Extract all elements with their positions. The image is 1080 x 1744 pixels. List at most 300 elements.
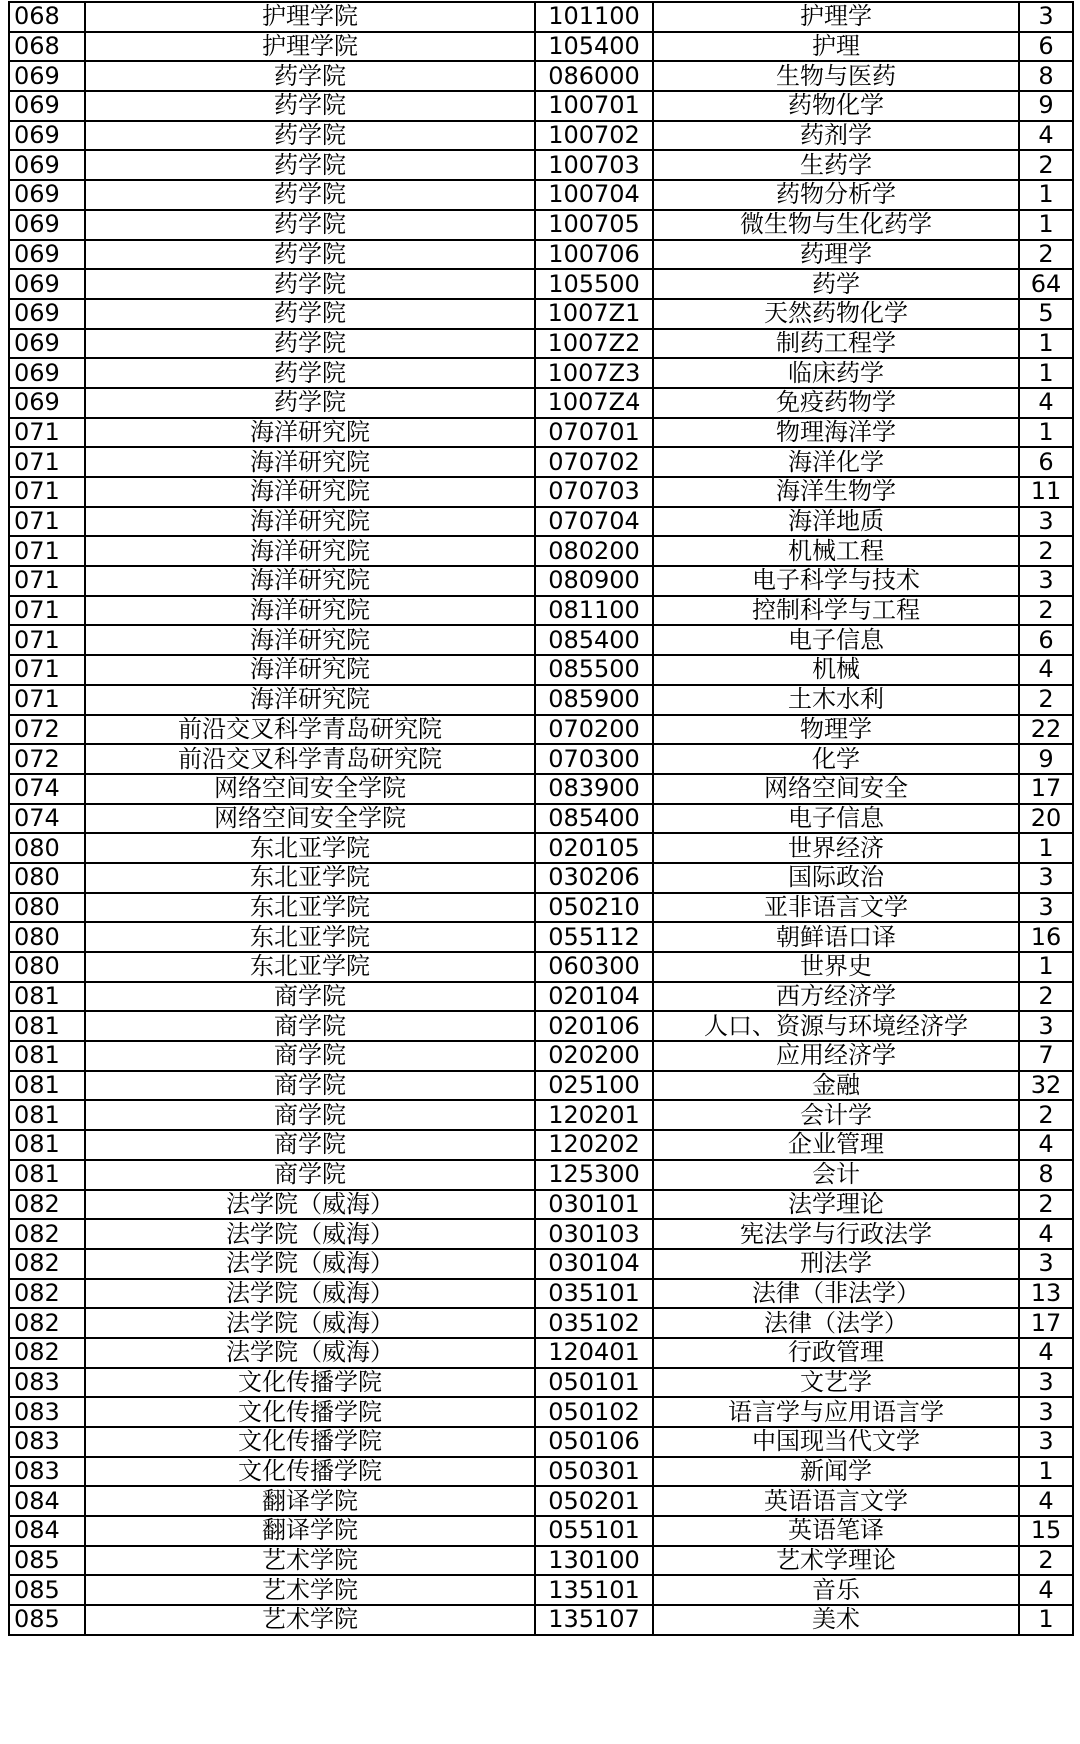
- department-name-cell: 药学院: [85, 299, 535, 329]
- enrollment-count-cell: 8: [1019, 1160, 1073, 1190]
- major-name-cell: 药学: [653, 269, 1019, 299]
- enrollment-count-cell: 3: [1019, 1397, 1073, 1427]
- department-code-cell: 082: [9, 1338, 85, 1368]
- department-name-cell: 商学院: [85, 1130, 535, 1160]
- enrollment-count-cell: 2: [1019, 150, 1073, 180]
- major-name-cell: 西方经济学: [653, 982, 1019, 1012]
- department-code-cell: 069: [9, 299, 85, 329]
- enrollment-count-cell: 6: [1019, 32, 1073, 62]
- department-code-cell: 069: [9, 358, 85, 388]
- major-code-cell: 070704: [535, 507, 653, 537]
- table-row: [9, 210, 1073, 240]
- table-row: [9, 863, 1073, 893]
- major-code-cell: 080900: [535, 566, 653, 596]
- department-name-cell: 护理学院: [85, 2, 535, 32]
- major-code-cell: 135101: [535, 1575, 653, 1605]
- major-name-cell: 土木水利: [653, 685, 1019, 715]
- major-code-cell: 020105: [535, 833, 653, 863]
- enrollment-count-cell: 3: [1019, 566, 1073, 596]
- department-code-cell: 069: [9, 210, 85, 240]
- department-name-cell: 海洋研究院: [85, 536, 535, 566]
- department-name-cell: 前沿交叉科学青岛研究院: [85, 744, 535, 774]
- table-row: [9, 1071, 1073, 1101]
- department-name-cell: 药学院: [85, 269, 535, 299]
- enrollment-count-cell: 2: [1019, 1100, 1073, 1130]
- enrollment-count-cell: 2: [1019, 1190, 1073, 1220]
- major-name-cell: 新闻学: [653, 1457, 1019, 1487]
- enrollment-count-cell: 3: [1019, 2, 1073, 32]
- enrollment-count-cell: 1: [1019, 952, 1073, 982]
- department-code-cell: 071: [9, 596, 85, 626]
- major-name-cell: 法学理论: [653, 1190, 1019, 1220]
- major-code-cell: 105500: [535, 269, 653, 299]
- department-code-cell: 069: [9, 240, 85, 270]
- department-name-cell: 药学院: [85, 180, 535, 210]
- major-name-cell: 朝鲜语口译: [653, 922, 1019, 952]
- department-name-cell: 东北亚学院: [85, 863, 535, 893]
- major-name-cell: 音乐: [653, 1575, 1019, 1605]
- table-row: [9, 329, 1073, 359]
- major-name-cell: 机械: [653, 655, 1019, 685]
- enrollment-count-cell: 3: [1019, 1011, 1073, 1041]
- major-name-cell: 海洋生物学: [653, 477, 1019, 507]
- department-name-cell: 东北亚学院: [85, 833, 535, 863]
- major-code-cell: 100706: [535, 240, 653, 270]
- major-code-cell: 100704: [535, 180, 653, 210]
- department-name-cell: 法学院（威海）: [85, 1190, 535, 1220]
- department-code-cell: 083: [9, 1397, 85, 1427]
- department-code-cell: 069: [9, 121, 85, 151]
- table-row: [9, 1011, 1073, 1041]
- major-name-cell: 电子信息: [653, 625, 1019, 655]
- major-name-cell: 国际政治: [653, 863, 1019, 893]
- department-code-cell: 080: [9, 863, 85, 893]
- department-code-cell: 081: [9, 982, 85, 1012]
- major-code-cell: 1007Z4: [535, 388, 653, 418]
- department-code-cell: 081: [9, 1041, 85, 1071]
- enrollment-count-cell: 3: [1019, 507, 1073, 537]
- major-code-cell: 100702: [535, 121, 653, 151]
- department-name-cell: 商学院: [85, 1100, 535, 1130]
- department-code-cell: 069: [9, 180, 85, 210]
- enrollment-count-cell: 17: [1019, 774, 1073, 804]
- enrollment-count-cell: 1: [1019, 1605, 1073, 1635]
- major-name-cell: 生物与医药: [653, 61, 1019, 91]
- department-code-cell: 074: [9, 804, 85, 834]
- enrollment-count-cell: 11: [1019, 477, 1073, 507]
- major-name-cell: 英语语言文学: [653, 1486, 1019, 1516]
- major-name-cell: 会计: [653, 1160, 1019, 1190]
- enrollment-count-cell: 9: [1019, 744, 1073, 774]
- enrollment-count-cell: 1: [1019, 833, 1073, 863]
- major-name-cell: 物理海洋学: [653, 418, 1019, 448]
- enrollment-count-cell: 2: [1019, 240, 1073, 270]
- enrollment-count-cell: 5: [1019, 299, 1073, 329]
- major-code-cell: 120201: [535, 1100, 653, 1130]
- major-code-cell: 050102: [535, 1397, 653, 1427]
- department-name-cell: 东北亚学院: [85, 922, 535, 952]
- department-name-cell: 艺术学院: [85, 1546, 535, 1576]
- major-code-cell: 030103: [535, 1219, 653, 1249]
- department-name-cell: 商学院: [85, 1041, 535, 1071]
- enrollment-count-cell: 4: [1019, 1219, 1073, 1249]
- table-row: [9, 1338, 1073, 1368]
- department-name-cell: 海洋研究院: [85, 477, 535, 507]
- table-row: [9, 1100, 1073, 1130]
- enrollment-table: [8, 1, 1074, 1636]
- department-code-cell: 082: [9, 1219, 85, 1249]
- major-code-cell: 085400: [535, 625, 653, 655]
- enrollment-count-cell: 4: [1019, 388, 1073, 418]
- table-row: [9, 1516, 1073, 1546]
- enrollment-count-cell: 4: [1019, 1486, 1073, 1516]
- enrollment-count-cell: 32: [1019, 1071, 1073, 1101]
- major-code-cell: 070702: [535, 447, 653, 477]
- table-row: [9, 61, 1073, 91]
- department-name-cell: 法学院（威海）: [85, 1219, 535, 1249]
- department-name-cell: 文化传播学院: [85, 1457, 535, 1487]
- major-code-cell: 050101: [535, 1368, 653, 1398]
- department-name-cell: 护理学院: [85, 32, 535, 62]
- department-name-cell: 法学院（威海）: [85, 1338, 535, 1368]
- table-row: [9, 774, 1073, 804]
- table-row: [9, 1457, 1073, 1487]
- major-code-cell: 1007Z3: [535, 358, 653, 388]
- department-name-cell: 药学院: [85, 61, 535, 91]
- department-name-cell: 海洋研究院: [85, 566, 535, 596]
- table-row: [9, 32, 1073, 62]
- department-name-cell: 药学院: [85, 121, 535, 151]
- department-code-cell: 071: [9, 655, 85, 685]
- table-row: [9, 1249, 1073, 1279]
- major-name-cell: 控制科学与工程: [653, 596, 1019, 626]
- department-name-cell: 文化传播学院: [85, 1368, 535, 1398]
- table-row: [9, 655, 1073, 685]
- major-code-cell: 080200: [535, 536, 653, 566]
- major-name-cell: 宪法学与行政法学: [653, 1219, 1019, 1249]
- department-code-cell: 084: [9, 1486, 85, 1516]
- major-code-cell: 030104: [535, 1249, 653, 1279]
- major-code-cell: 083900: [535, 774, 653, 804]
- enrollment-count-cell: 2: [1019, 982, 1073, 1012]
- major-code-cell: 100705: [535, 210, 653, 240]
- major-code-cell: 100703: [535, 150, 653, 180]
- department-name-cell: 法学院（威海）: [85, 1308, 535, 1338]
- department-name-cell: 前沿交叉科学青岛研究院: [85, 715, 535, 745]
- department-code-cell: 069: [9, 329, 85, 359]
- major-code-cell: 105400: [535, 32, 653, 62]
- major-name-cell: 临床药学: [653, 358, 1019, 388]
- table-row: [9, 566, 1073, 596]
- department-code-cell: 068: [9, 2, 85, 32]
- major-code-cell: 070200: [535, 715, 653, 745]
- department-name-cell: 网络空间安全学院: [85, 804, 535, 834]
- enrollment-count-cell: 4: [1019, 1130, 1073, 1160]
- major-code-cell: 030206: [535, 863, 653, 893]
- enrollment-count-cell: 7: [1019, 1041, 1073, 1071]
- enrollment-count-cell: 17: [1019, 1308, 1073, 1338]
- major-code-cell: 020200: [535, 1041, 653, 1071]
- department-code-cell: 084: [9, 1516, 85, 1546]
- table-row: [9, 833, 1073, 863]
- major-name-cell: 药理学: [653, 240, 1019, 270]
- department-code-cell: 082: [9, 1279, 85, 1309]
- department-code-cell: 082: [9, 1190, 85, 1220]
- table-row: [9, 240, 1073, 270]
- enrollment-count-cell: 3: [1019, 1427, 1073, 1457]
- table-row: [9, 982, 1073, 1012]
- major-code-cell: 085400: [535, 804, 653, 834]
- major-code-cell: 020104: [535, 982, 653, 1012]
- table-row: [9, 418, 1073, 448]
- department-code-cell: 085: [9, 1575, 85, 1605]
- table-row: [9, 1190, 1073, 1220]
- major-name-cell: 制药工程学: [653, 329, 1019, 359]
- department-name-cell: 网络空间安全学院: [85, 774, 535, 804]
- enrollment-count-cell: 3: [1019, 1368, 1073, 1398]
- major-name-cell: 机械工程: [653, 536, 1019, 566]
- major-code-cell: 035101: [535, 1279, 653, 1309]
- major-name-cell: 网络空间安全: [653, 774, 1019, 804]
- department-code-cell: 071: [9, 625, 85, 655]
- major-name-cell: 世界经济: [653, 833, 1019, 863]
- department-code-cell: 081: [9, 1130, 85, 1160]
- major-name-cell: 美术: [653, 1605, 1019, 1635]
- major-code-cell: 055101: [535, 1516, 653, 1546]
- major-code-cell: 020106: [535, 1011, 653, 1041]
- department-name-cell: 海洋研究院: [85, 447, 535, 477]
- department-name-cell: 海洋研究院: [85, 418, 535, 448]
- major-code-cell: 030101: [535, 1190, 653, 1220]
- table-row: [9, 1486, 1073, 1516]
- major-code-cell: 050301: [535, 1457, 653, 1487]
- table-row: [9, 893, 1073, 923]
- department-code-cell: 069: [9, 150, 85, 180]
- department-code-cell: 071: [9, 536, 85, 566]
- table-row: [9, 1279, 1073, 1309]
- department-code-cell: 069: [9, 61, 85, 91]
- table-row: [9, 1219, 1073, 1249]
- enrollment-count-cell: 2: [1019, 536, 1073, 566]
- major-code-cell: 081100: [535, 596, 653, 626]
- enrollment-count-cell: 3: [1019, 1249, 1073, 1279]
- major-name-cell: 海洋化学: [653, 447, 1019, 477]
- department-code-cell: 080: [9, 922, 85, 952]
- table-row: [9, 91, 1073, 121]
- major-code-cell: 085900: [535, 685, 653, 715]
- major-code-cell: 1007Z1: [535, 299, 653, 329]
- major-code-cell: 125300: [535, 1160, 653, 1190]
- major-code-cell: 035102: [535, 1308, 653, 1338]
- department-name-cell: 海洋研究院: [85, 625, 535, 655]
- department-code-cell: 080: [9, 893, 85, 923]
- enrollment-count-cell: 4: [1019, 655, 1073, 685]
- major-code-cell: 050106: [535, 1427, 653, 1457]
- enrollment-count-cell: 1: [1019, 1457, 1073, 1487]
- major-code-cell: 086000: [535, 61, 653, 91]
- table-row: [9, 1308, 1073, 1338]
- table-row: [9, 1605, 1073, 1635]
- department-name-cell: 药学院: [85, 329, 535, 359]
- table-row: [9, 299, 1073, 329]
- department-code-cell: 069: [9, 91, 85, 121]
- enrollment-count-cell: 1: [1019, 329, 1073, 359]
- major-name-cell: 法律（非法学）: [653, 1279, 1019, 1309]
- table-row: [9, 715, 1073, 745]
- department-code-cell: 083: [9, 1457, 85, 1487]
- major-name-cell: 刑法学: [653, 1249, 1019, 1279]
- table-row: [9, 358, 1073, 388]
- enrollment-count-cell: 2: [1019, 1546, 1073, 1576]
- department-name-cell: 艺术学院: [85, 1605, 535, 1635]
- table-row: [9, 1160, 1073, 1190]
- department-name-cell: 文化传播学院: [85, 1397, 535, 1427]
- department-name-cell: 商学院: [85, 982, 535, 1012]
- department-code-cell: 071: [9, 685, 85, 715]
- department-code-cell: 072: [9, 744, 85, 774]
- enrollment-count-cell: 2: [1019, 596, 1073, 626]
- department-name-cell: 药学院: [85, 358, 535, 388]
- department-code-cell: 081: [9, 1100, 85, 1130]
- department-code-cell: 069: [9, 269, 85, 299]
- enrollment-count-cell: 16: [1019, 922, 1073, 952]
- major-code-cell: 120401: [535, 1338, 653, 1368]
- major-code-cell: 101100: [535, 2, 653, 32]
- table-row: [9, 388, 1073, 418]
- department-code-cell: 068: [9, 32, 85, 62]
- major-name-cell: 电子科学与技术: [653, 566, 1019, 596]
- department-code-cell: 080: [9, 952, 85, 982]
- department-code-cell: 085: [9, 1605, 85, 1635]
- enrollment-count-cell: 1: [1019, 210, 1073, 240]
- department-name-cell: 法学院（威海）: [85, 1279, 535, 1309]
- table-row: [9, 1130, 1073, 1160]
- enrollment-count-cell: 6: [1019, 625, 1073, 655]
- major-name-cell: 英语笔译: [653, 1516, 1019, 1546]
- enrollment-count-cell: 3: [1019, 863, 1073, 893]
- enrollment-count-cell: 8: [1019, 61, 1073, 91]
- department-name-cell: 药学院: [85, 388, 535, 418]
- enrollment-count-cell: 20: [1019, 804, 1073, 834]
- major-name-cell: 药剂学: [653, 121, 1019, 151]
- table-row: [9, 536, 1073, 566]
- major-code-cell: 070300: [535, 744, 653, 774]
- major-name-cell: 文艺学: [653, 1368, 1019, 1398]
- major-code-cell: 085500: [535, 655, 653, 685]
- department-code-cell: 082: [9, 1308, 85, 1338]
- department-name-cell: 药学院: [85, 150, 535, 180]
- table-row: [9, 150, 1073, 180]
- department-code-cell: 082: [9, 1249, 85, 1279]
- enrollment-count-cell: 13: [1019, 1279, 1073, 1309]
- table-row: [9, 922, 1073, 952]
- enrollment-count-cell: 3: [1019, 893, 1073, 923]
- department-name-cell: 海洋研究院: [85, 655, 535, 685]
- major-code-cell: 1007Z2: [535, 329, 653, 359]
- enrollment-count-cell: 1: [1019, 358, 1073, 388]
- table-row: [9, 744, 1073, 774]
- enrollment-count-cell: 2: [1019, 685, 1073, 715]
- department-code-cell: 071: [9, 418, 85, 448]
- department-code-cell: 080: [9, 833, 85, 863]
- table-row: [9, 477, 1073, 507]
- department-code-cell: 081: [9, 1011, 85, 1041]
- major-name-cell: 应用经济学: [653, 1041, 1019, 1071]
- table-row: [9, 596, 1073, 626]
- table-row: [9, 121, 1073, 151]
- department-code-cell: 081: [9, 1071, 85, 1101]
- enrollment-count-cell: 6: [1019, 447, 1073, 477]
- major-code-cell: 060300: [535, 952, 653, 982]
- table-row: [9, 507, 1073, 537]
- table-row: [9, 447, 1073, 477]
- department-name-cell: 翻译学院: [85, 1486, 535, 1516]
- major-name-cell: 法律（法学）: [653, 1308, 1019, 1338]
- department-name-cell: 海洋研究院: [85, 507, 535, 537]
- department-name-cell: 药学院: [85, 240, 535, 270]
- major-code-cell: 050210: [535, 893, 653, 923]
- major-code-cell: 070703: [535, 477, 653, 507]
- table-row: [9, 1575, 1073, 1605]
- major-name-cell: 金融: [653, 1071, 1019, 1101]
- major-name-cell: 海洋地质: [653, 507, 1019, 537]
- enrollment-count-cell: 22: [1019, 715, 1073, 745]
- table-body: [9, 2, 1073, 1635]
- department-code-cell: 071: [9, 477, 85, 507]
- major-code-cell: 135107: [535, 1605, 653, 1635]
- major-name-cell: 物理学: [653, 715, 1019, 745]
- table-row: [9, 269, 1073, 299]
- department-code-cell: 074: [9, 774, 85, 804]
- department-name-cell: 文化传播学院: [85, 1427, 535, 1457]
- enrollment-count-cell: 4: [1019, 121, 1073, 151]
- major-code-cell: 070701: [535, 418, 653, 448]
- major-name-cell: 免疫药物学: [653, 388, 1019, 418]
- table-row: [9, 2, 1073, 32]
- major-name-cell: 护理: [653, 32, 1019, 62]
- table-row: [9, 1427, 1073, 1457]
- department-code-cell: 085: [9, 1546, 85, 1576]
- table-row: [9, 952, 1073, 982]
- major-code-cell: 130100: [535, 1546, 653, 1576]
- department-code-cell: 083: [9, 1427, 85, 1457]
- department-name-cell: 东北亚学院: [85, 893, 535, 923]
- table-row: [9, 1546, 1073, 1576]
- department-name-cell: 商学院: [85, 1011, 535, 1041]
- table-row: [9, 1397, 1073, 1427]
- department-code-cell: 069: [9, 388, 85, 418]
- major-name-cell: 企业管理: [653, 1130, 1019, 1160]
- enrollment-count-cell: 4: [1019, 1338, 1073, 1368]
- major-name-cell: 艺术学理论: [653, 1546, 1019, 1576]
- major-code-cell: 055112: [535, 922, 653, 952]
- enrollment-count-cell: 9: [1019, 91, 1073, 121]
- major-name-cell: 电子信息: [653, 804, 1019, 834]
- department-code-cell: 071: [9, 447, 85, 477]
- department-name-cell: 商学院: [85, 1071, 535, 1101]
- department-name-cell: 海洋研究院: [85, 685, 535, 715]
- department-code-cell: 071: [9, 507, 85, 537]
- table-row: [9, 685, 1073, 715]
- department-code-cell: 072: [9, 715, 85, 745]
- department-code-cell: 071: [9, 566, 85, 596]
- major-code-cell: 100701: [535, 91, 653, 121]
- enrollment-count-cell: 64: [1019, 269, 1073, 299]
- major-code-cell: 050201: [535, 1486, 653, 1516]
- major-code-cell: 025100: [535, 1071, 653, 1101]
- major-name-cell: 天然药物化学: [653, 299, 1019, 329]
- table-row: [9, 1368, 1073, 1398]
